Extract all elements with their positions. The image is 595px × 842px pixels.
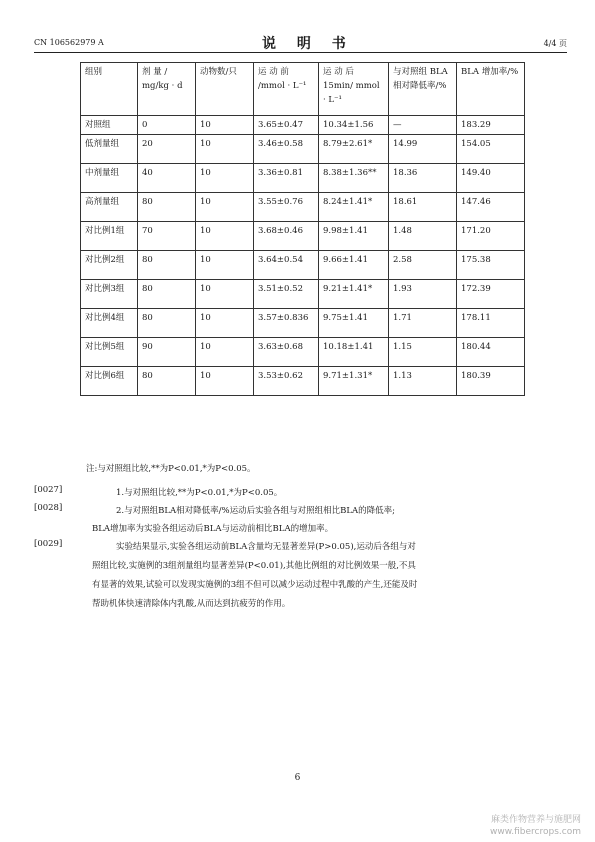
table-cell: 对照组 <box>81 116 138 135</box>
table-cell: 9.98±1.41 <box>319 222 389 251</box>
table-cell: 9.75±1.41 <box>319 309 389 338</box>
column-header: 与对照组 BLA 相对降低率/% <box>389 63 457 116</box>
site-watermark <box>490 814 581 838</box>
table-cell: 3.51±0.52 <box>254 280 319 309</box>
table-row <box>81 116 525 135</box>
paragraph-number: [0029] <box>34 539 63 549</box>
results-table <box>80 62 525 396</box>
table-cell: 80 <box>138 251 196 280</box>
paragraph-text: 2.与对照组BLA相对降低率/%运动后实验各组与对照组相比BLA的降低率; <box>116 506 395 516</box>
table-cell: 对比例5组 <box>81 338 138 367</box>
table-cell: 9.71±1.31* <box>319 367 389 396</box>
table-note: 注:与对照组比较,**为P<0.01,*为P<0.05。 <box>86 464 256 474</box>
table-cell: 1.71 <box>389 309 457 338</box>
table-cell: 1.13 <box>389 367 457 396</box>
table-cell: 10 <box>196 222 254 251</box>
paragraph-number: [0027] <box>34 485 63 495</box>
table-cell: 80 <box>138 280 196 309</box>
paragraph-text: 照组比较,实施例的3组剂量组均显著差异(P<0.01),其他比例组的对比例效果一般,不具 <box>92 561 416 571</box>
table-row <box>81 280 525 309</box>
table-cell: 对比例1组 <box>81 222 138 251</box>
table-row <box>81 338 525 367</box>
table-header-row <box>81 63 525 116</box>
table-cell: 3.63±0.68 <box>254 338 319 367</box>
table-cell: 3.55±0.76 <box>254 193 319 222</box>
table-cell: 70 <box>138 222 196 251</box>
table-cell: 80 <box>138 367 196 396</box>
table-cell: 171.20 <box>457 222 525 251</box>
table-cell: 18.61 <box>389 193 457 222</box>
column-header: 组别 <box>81 63 138 116</box>
table-cell: 对比例6组 <box>81 367 138 396</box>
paragraph-number: [0028] <box>34 503 63 513</box>
table-cell: — <box>389 116 457 135</box>
table-cell: 10.34±1.56 <box>319 116 389 135</box>
table-cell: 10 <box>196 193 254 222</box>
patent-number: CN 106562979 A <box>34 38 104 47</box>
table-cell: 3.57±0.836 <box>254 309 319 338</box>
table-row <box>81 135 525 164</box>
table-cell: 3.53±0.62 <box>254 367 319 396</box>
table-cell: 183.29 <box>457 116 525 135</box>
table-cell: 149.40 <box>457 164 525 193</box>
table-cell: 10 <box>196 164 254 193</box>
table-cell: 10 <box>196 280 254 309</box>
table-cell: 14.99 <box>389 135 457 164</box>
column-header: 剂 量 / mg/kg · d <box>138 63 196 116</box>
table-cell: 对比例3组 <box>81 280 138 309</box>
document-title: 说 明 书 <box>262 36 354 52</box>
table-cell: 1.48 <box>389 222 457 251</box>
page-of-count: 4/4 页 <box>543 39 567 48</box>
table-cell: 10 <box>196 251 254 280</box>
table-cell: 175.38 <box>457 251 525 280</box>
table-cell: 高剂量组 <box>81 193 138 222</box>
watermark-line: 麻类作物营养与施肥网 <box>490 815 581 825</box>
table-cell: 3.46±0.58 <box>254 135 319 164</box>
table-cell: 低剂量组 <box>81 135 138 164</box>
table-cell: 40 <box>138 164 196 193</box>
table-cell: 180.39 <box>457 367 525 396</box>
table-cell: 0 <box>138 116 196 135</box>
table-cell: 1.93 <box>389 280 457 309</box>
table-cell: 3.65±0.47 <box>254 116 319 135</box>
table-cell: 9.66±1.41 <box>319 251 389 280</box>
column-header: 动物数/只 <box>196 63 254 116</box>
table-cell: 20 <box>138 135 196 164</box>
table-row <box>81 367 525 396</box>
paragraph-text: 有显著的效果,试验可以发现实施例的3组不但可以减少运动过程中乳酸的产生,还能及时 <box>92 580 418 590</box>
paragraph-text: 帮助机体快速清除体内乳酸,从而达到抗疲劳的作用。 <box>92 599 291 609</box>
table-cell: 147.46 <box>457 193 525 222</box>
table-cell: 80 <box>138 309 196 338</box>
column-header: 运 动 前 /mmol · L⁻¹ <box>254 63 319 116</box>
table-cell: 3.68±0.46 <box>254 222 319 251</box>
table-cell: 90 <box>138 338 196 367</box>
page-number: 6 <box>294 773 301 783</box>
table-cell: 中剂量组 <box>81 164 138 193</box>
table-cell: 对比例2组 <box>81 251 138 280</box>
column-header: BLA 增加率/% <box>457 63 525 116</box>
table-row <box>81 309 525 338</box>
column-header: 运 动 后 15min/ mmol · L⁻¹ <box>319 63 389 116</box>
table-cell: 80 <box>138 193 196 222</box>
table-cell: 18.36 <box>389 164 457 193</box>
table-cell: 8.38±1.36** <box>319 164 389 193</box>
table-cell: 180.44 <box>457 338 525 367</box>
table-cell: 8.79±2.61* <box>319 135 389 164</box>
table-cell: 10 <box>196 338 254 367</box>
paragraph-text: 1.与对照组比较,**为P<0.01,*为P<0.05。 <box>116 488 283 498</box>
watermark-url: www.fibercrops.com <box>490 827 581 837</box>
paragraph-text: 实验结果显示,实验各组运动前BLA含量均无显著差异(P>0.05),运动后各组与对 <box>116 542 416 552</box>
table-cell: 10 <box>196 367 254 396</box>
table-cell: 8.24±1.41* <box>319 193 389 222</box>
table-row <box>81 251 525 280</box>
table-row <box>81 164 525 193</box>
paragraph-text: BLA增加率为实验各组运动后BLA与运动前相比BLA的增加率。 <box>92 524 334 534</box>
table-cell: 10 <box>196 116 254 135</box>
table-cell: 9.21±1.41* <box>319 280 389 309</box>
table-row <box>81 193 525 222</box>
table-cell: 154.05 <box>457 135 525 164</box>
table-cell: 172.39 <box>457 280 525 309</box>
table-cell: 2.58 <box>389 251 457 280</box>
table-cell: 1.15 <box>389 338 457 367</box>
table-cell: 10.18±1.41 <box>319 338 389 367</box>
table-cell: 178.11 <box>457 309 525 338</box>
table-row <box>81 222 525 251</box>
header-rule <box>34 52 567 53</box>
table-cell: 对比例4组 <box>81 309 138 338</box>
table-cell: 3.36±0.81 <box>254 164 319 193</box>
table-cell: 3.64±0.54 <box>254 251 319 280</box>
table-cell: 10 <box>196 309 254 338</box>
table-cell: 10 <box>196 135 254 164</box>
